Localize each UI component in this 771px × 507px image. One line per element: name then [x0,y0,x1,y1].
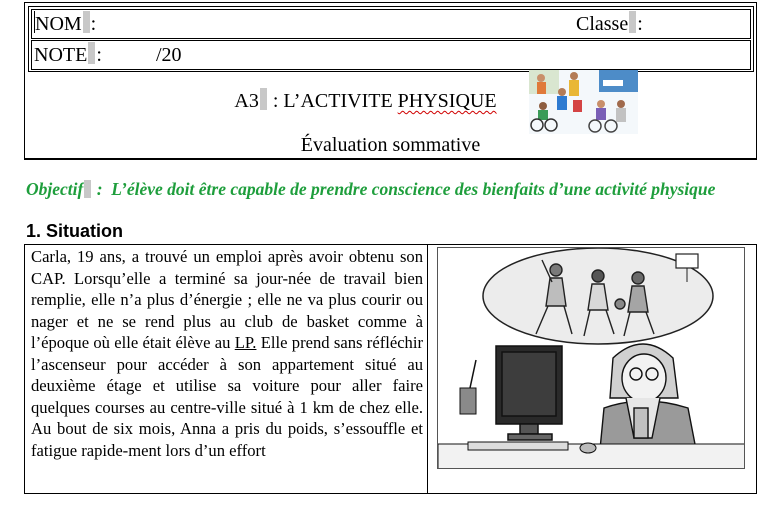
situation-text [31,246,423,461]
colon: : [90,13,97,35]
field-marker [260,88,267,110]
classe-field[interactable] [576,10,643,38]
section-heading-situation: 1. Situation [26,221,124,241]
subtitle-text: Évaluation sommative [300,134,481,156]
field-marker [88,42,95,64]
note-field[interactable] [34,41,102,69]
title-prefix: A3 [234,90,259,112]
field-marker [83,11,90,33]
woman-dreaming-basketball-icon [438,248,745,469]
note-scale: /20 [156,44,182,66]
objective-sep: : [92,179,112,199]
classe-label: Classe [576,13,629,35]
colon: : [96,44,102,66]
sport-collage-icon [529,70,638,134]
title-word-spellcheck[interactable]: PHYSIQUE [397,90,497,112]
situation-lp-abbrev: LP. [234,333,257,352]
objective-text: L’élève doit être capable de prendre conscience des bienfaits d’une activité physique [111,179,716,199]
objective-label: Objectif [26,179,84,199]
situation-illustration [437,247,745,469]
field-marker [84,180,91,198]
page-subtitle [0,134,771,157]
nom-field[interactable] [34,10,96,38]
title-sep: : [267,90,284,112]
situation-text-part2: Elle prend sans réfléchir l’ascenseur pour accéder à son appartement situé au deuxième étage et utilise sa voiture pour aller faire quelques courses au centre-ville situé à 1 km de chez elle. Au bout de six mois, Anna a pris du poids, s’essouffle et fatigue rapide-ment lors d’un effort [31,333,423,460]
sport-collage-image [529,70,638,134]
nom-label: NOM [35,13,82,35]
note-row [31,40,751,70]
colon: : [637,13,643,35]
objective-line [26,179,715,200]
page-title [0,88,771,113]
field-marker [629,11,636,33]
title-article: L’ACTIVITE [283,90,398,112]
table-column-divider [427,244,428,494]
situation-text-part1: Carla, 19 ans, a trouvé un emploi après avoir obtenu son CAP. Lorsqu’elle a terminé sa jour-née de travail bien remplie, elle n’a plus d’énergie ; elle ne va plus courir ou nager et ne se rend plus au club de basket comme à l’époque où elle était élève au [31,247,423,352]
nom-row [31,9,751,39]
note-label: NOTE [34,44,88,66]
identity-fields-table [28,6,754,72]
